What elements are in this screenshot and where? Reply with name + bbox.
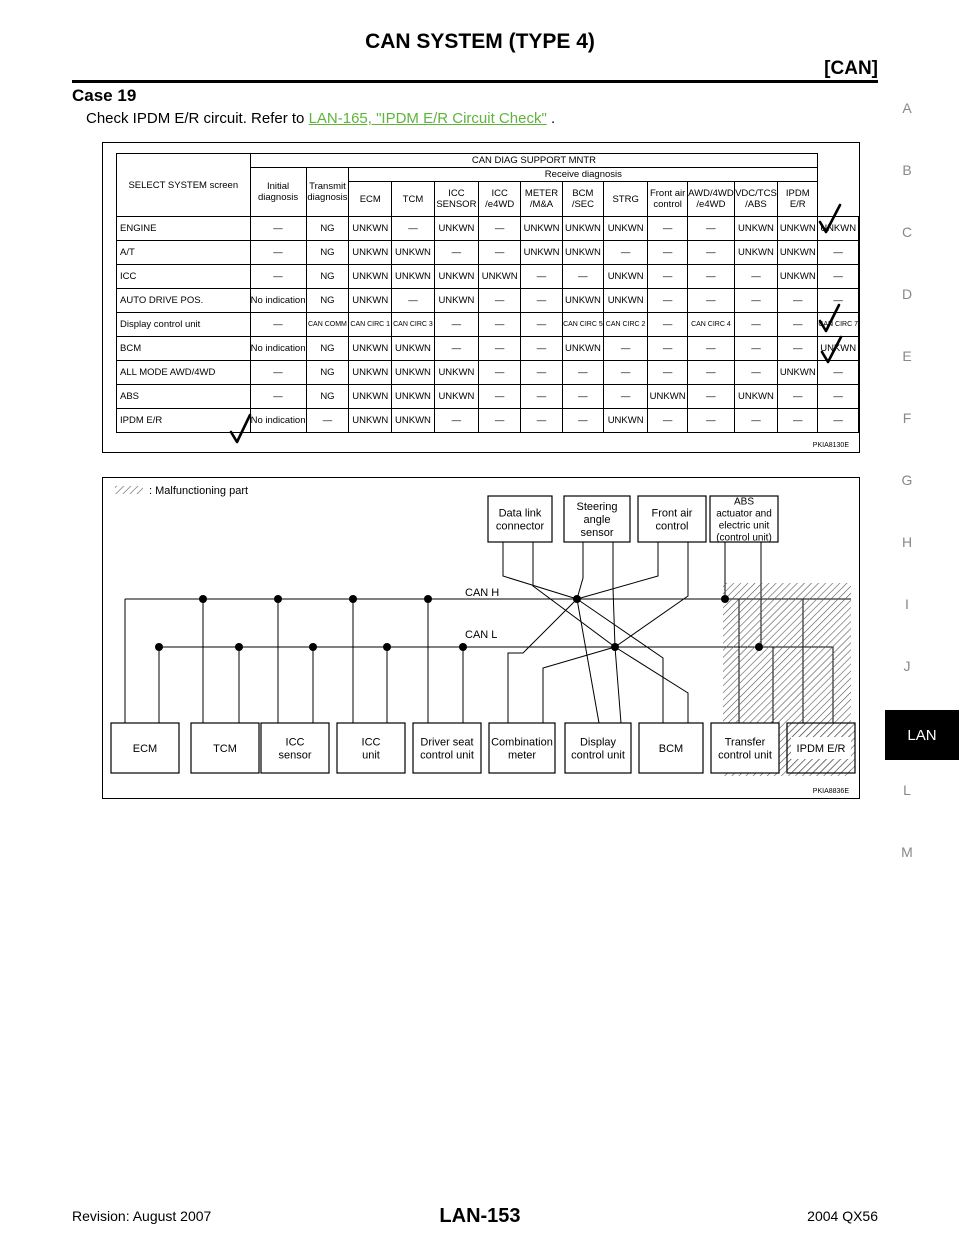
diagnosis-cell: —: [478, 217, 520, 241]
diagnosis-cell: —: [688, 217, 735, 241]
diagnosis-cell: UNKWN: [604, 409, 648, 433]
diagnosis-cell: —: [478, 385, 520, 409]
unit-label: Driver seat: [420, 736, 474, 749]
diagnosis-cell: —: [478, 313, 520, 337]
unit-label: unit: [362, 749, 380, 762]
diagnosis-cell: —: [734, 313, 778, 337]
top-unit-box: [710, 496, 778, 544]
diagnosis-cell: —: [778, 385, 818, 409]
system-name-cell: ICC: [117, 265, 251, 289]
diagnosis-cell: —: [688, 241, 735, 265]
diagnosis-cell: —: [250, 217, 306, 241]
diagnosis-cell: —: [434, 337, 478, 361]
can-network-diagram: [102, 477, 860, 799]
unit-label: control: [655, 520, 689, 533]
side-index-letter: C: [901, 224, 913, 240]
junction-dot: [611, 643, 619, 651]
top-unit-box: [564, 496, 630, 542]
case-title: Case 19: [72, 86, 137, 105]
diagnosis-cell: —: [688, 361, 735, 385]
diagnosis-cell: —: [778, 337, 818, 361]
diagnosis-cell: —: [434, 409, 478, 433]
can-wiring-svg: [103, 478, 861, 800]
diagnosis-cell: —: [648, 361, 688, 385]
diagnosis-cell: —: [818, 241, 859, 265]
junction-dot: [274, 595, 282, 603]
diagnosis-cell: —: [818, 385, 859, 409]
table-row: [117, 313, 859, 337]
side-index-letter: H: [901, 534, 913, 550]
junction-dot: [235, 643, 243, 651]
diagnosis-cell: UNKWN: [734, 217, 778, 241]
unit-label: control unit: [420, 749, 474, 762]
junction-dot: [199, 595, 207, 603]
diagnosis-cell: NG: [306, 385, 349, 409]
diagnosis-cell: —: [250, 313, 306, 337]
unit-label: sensor: [580, 526, 614, 539]
hatch-swatch-icon: [115, 486, 143, 494]
system-name-cell: BCM: [117, 337, 251, 361]
diagnosis-cell: —: [250, 241, 306, 265]
diagnosis-cell: UNKWN: [562, 241, 603, 265]
diagnosis-cell: —: [818, 409, 859, 433]
junction-dot: [755, 643, 763, 651]
diagnosis-cell: —: [250, 385, 306, 409]
diagnosis-cell: —: [734, 337, 778, 361]
diagnosis-cell: —: [562, 361, 603, 385]
diagnosis-cell: UNKWN: [349, 289, 392, 313]
diagnosis-cell: —: [521, 265, 562, 289]
diagnosis-cell: —: [250, 361, 306, 385]
diagnosis-cell: —: [521, 289, 562, 313]
side-index-letter: L: [903, 782, 911, 798]
diagnosis-cell: UNKWN: [349, 385, 392, 409]
diagnosis-cell: —: [478, 337, 520, 361]
diagnosis-cell: UNKWN: [392, 385, 435, 409]
diagnosis-cell: —: [778, 409, 818, 433]
diagnosis-cell: UNKWN: [392, 409, 435, 433]
junction-dot: [349, 595, 357, 603]
diagnosis-cell: UNKWN: [349, 217, 392, 241]
table-row: [117, 265, 859, 289]
diagnosis-cell: —: [604, 241, 648, 265]
diagnosis-cell: UNKWN: [778, 265, 818, 289]
revision-date: Revision: August 2007: [72, 1208, 212, 1224]
diagnosis-cell: —: [392, 289, 435, 313]
junction-dot: [155, 643, 163, 651]
diagnosis-cell: UNKWN: [392, 241, 435, 265]
diagnosis-cell: —: [562, 385, 603, 409]
diagnosis-cell: UNKWN: [562, 217, 603, 241]
diagnosis-cell: UNKWN: [734, 385, 778, 409]
diagnosis-cell: —: [478, 241, 520, 265]
unit-label: control unit: [718, 749, 772, 762]
diagnosis-cell: UNKWN: [434, 265, 478, 289]
diagnosis-cell: CAN CIRC 5: [562, 313, 603, 337]
unit-label: connector: [495, 520, 545, 533]
bottom-unit-box: [711, 723, 779, 773]
receive-column-header: STRG: [604, 182, 648, 217]
diagnosis-cell: UNKWN: [392, 265, 435, 289]
unit-label: ABS: [733, 496, 755, 508]
diagnosis-cell: —: [478, 361, 520, 385]
diagnosis-cell: UNKWN: [434, 361, 478, 385]
diagnosis-cell: —: [648, 289, 688, 313]
diagnosis-cell: UNKWN: [604, 217, 648, 241]
unit-label: Display: [579, 736, 617, 749]
junction-dot: [721, 595, 729, 603]
diagnosis-cell: CAN CIRC 3: [392, 313, 435, 337]
diagnosis-cell: —: [434, 313, 478, 337]
instruction-suffix: .: [546, 110, 556, 127]
diagnosis-cell: —: [648, 241, 688, 265]
diagnosis-cell: —: [562, 409, 603, 433]
diagnosis-cell: CAN CIRC 7: [818, 313, 859, 337]
system-name-cell: ABS: [117, 385, 251, 409]
diagnosis-cell: No indication: [250, 337, 306, 361]
table-row: [117, 385, 859, 409]
malfunction-legend: [115, 485, 248, 497]
junction-dot: [573, 595, 581, 603]
diagnosis-cell: UNKWN: [521, 217, 562, 241]
diagnosis-cell: CAN CIRC 1: [349, 313, 392, 337]
diagnosis-cell: —: [604, 337, 648, 361]
diagnosis-cell: —: [734, 265, 778, 289]
system-name-cell: ENGINE: [117, 217, 251, 241]
diag-support-monitor-figure: [102, 142, 860, 453]
diagnosis-cell: —: [688, 337, 735, 361]
bottom-unit-box: [111, 723, 179, 773]
diagnosis-cell: —: [778, 313, 818, 337]
diagnosis-cell: —: [521, 385, 562, 409]
receive-column-header: TCM: [392, 182, 435, 217]
side-index-letter: E: [902, 348, 912, 364]
diagnosis-cell: NG: [306, 241, 349, 265]
instruction-text: [86, 110, 555, 127]
side-index-letter: B: [902, 162, 912, 178]
top-unit-box: [638, 496, 706, 542]
bottom-unit-box: [639, 723, 703, 773]
receive-column-header: BCM /SEC: [562, 182, 603, 217]
bottom-unit-box: [489, 723, 555, 773]
diagnosis-cell: UNKWN: [349, 409, 392, 433]
diagnosis-cell: CAN COMM: [306, 313, 349, 337]
diagnosis-cell: UNKWN: [734, 241, 778, 265]
system-name-cell: A/T: [117, 241, 251, 265]
diagnosis-cell: UNKWN: [778, 361, 818, 385]
unit-label: Data link: [498, 507, 542, 520]
unit-label: ECM: [132, 742, 158, 755]
system-name-cell: ALL MODE AWD/4WD: [117, 361, 251, 385]
bottom-unit-box: [261, 723, 329, 773]
diagnosis-cell: UNKWN: [349, 265, 392, 289]
side-index-letter: F: [902, 410, 912, 426]
diagnosis-cell: —: [818, 265, 859, 289]
header-rule: [72, 80, 878, 83]
side-index-active: LAN: [885, 710, 959, 760]
figure-code: PKIA8836E: [812, 788, 849, 795]
side-index-letter: D: [901, 286, 913, 302]
diagnosis-cell: —: [392, 217, 435, 241]
unit-label: Steering: [576, 500, 618, 513]
receive-column-header: ECM: [349, 182, 392, 217]
receive-column-header: Front air control: [648, 182, 688, 217]
diagnosis-cell: UNKWN: [434, 289, 478, 313]
diagnosis-cell: UNKWN: [818, 217, 859, 241]
unit-label: IPDM E/R: [796, 742, 846, 755]
legend-label: : Malfunctioning part: [149, 485, 249, 497]
receive-column-header: VDC/TCS /ABS: [734, 182, 778, 217]
receive-diagnosis-header: Receive diagnosis: [349, 168, 818, 182]
receive-column-header: IPDM E/R: [778, 182, 818, 217]
diagnosis-cell: NG: [306, 337, 349, 361]
unit-label: control unit: [571, 749, 625, 762]
diagnosis-cell: —: [306, 409, 349, 433]
diagnosis-cell: NG: [306, 217, 349, 241]
monitor-header: CAN DIAG SUPPORT MNTR: [250, 154, 818, 168]
diagnosis-cell: UNKWN: [604, 265, 648, 289]
diagnosis-cell: UNKWN: [349, 361, 392, 385]
can-h-label: CAN H: [465, 587, 500, 599]
side-index-letter: M: [901, 844, 913, 860]
table-row: [117, 337, 859, 361]
diagnosis-cell: —: [648, 217, 688, 241]
diagnosis-cell: —: [688, 385, 735, 409]
diagnosis-cell: UNKWN: [778, 241, 818, 265]
unit-label: electric unit: [718, 520, 770, 532]
diagnosis-cell: —: [562, 265, 603, 289]
junction-dot: [459, 643, 467, 651]
diagnosis-cell: —: [778, 289, 818, 313]
select-system-header: SELECT SYSTEM screen: [117, 154, 251, 217]
bottom-unit-box: [191, 723, 259, 773]
diagnosis-cell: —: [521, 361, 562, 385]
diagnosis-cell: —: [521, 337, 562, 361]
diagnosis-cell: UNKWN: [562, 289, 603, 313]
junction-dot: [424, 595, 432, 603]
model-name: 2004 QX56: [807, 1208, 878, 1224]
diagnosis-cell: —: [818, 289, 859, 313]
diagnosis-cell: No indication: [250, 289, 306, 313]
can-l-label: CAN L: [465, 629, 498, 641]
table-row: [117, 409, 859, 433]
page-number: LAN-153: [439, 1205, 521, 1227]
table-row: [117, 289, 859, 313]
unit-label: meter: [507, 749, 537, 762]
diagnosis-cell: —: [648, 265, 688, 289]
diag-support-table: [116, 153, 859, 433]
diagnosis-cell: —: [648, 337, 688, 361]
system-name-cell: AUTO DRIVE POS.: [117, 289, 251, 313]
bottom-unit-box: [337, 723, 405, 773]
diagnosis-cell: —: [250, 265, 306, 289]
diagnosis-cell: —: [688, 409, 735, 433]
unit-label: sensor: [278, 749, 312, 762]
unit-label: TCM: [213, 742, 237, 755]
diagnosis-cell: —: [734, 409, 778, 433]
diagnosis-cell: UNKWN: [392, 337, 435, 361]
unit-label: Combination: [491, 736, 553, 749]
diagnosis-cell: —: [648, 409, 688, 433]
junction-dot: [383, 643, 391, 651]
transmit-diagnosis-header: Transmit diagnosis: [306, 168, 349, 217]
diagnosis-cell: —: [521, 313, 562, 337]
receive-column-header: METER /M&A: [521, 182, 562, 217]
diagnosis-cell: NG: [306, 289, 349, 313]
table-row: [117, 361, 859, 385]
diagnosis-cell: CAN CIRC 2: [604, 313, 648, 337]
diagnosis-cell: —: [478, 289, 520, 313]
diagnosis-cell: UNKWN: [521, 241, 562, 265]
page-title: CAN SYSTEM (TYPE 4): [365, 30, 595, 53]
unit-label: actuator and: [716, 508, 772, 520]
diagnosis-cell: UNKWN: [434, 385, 478, 409]
diagnosis-cell: —: [818, 361, 859, 385]
side-index-letter: A: [902, 100, 912, 116]
side-index-letter: I: [905, 596, 909, 612]
diagnosis-cell: UNKWN: [648, 385, 688, 409]
diagnosis-cell: —: [688, 265, 735, 289]
diagnosis-cell: —: [521, 409, 562, 433]
receive-column-header: ICC SENSOR: [434, 182, 478, 217]
diagnosis-cell: No indication: [250, 409, 306, 433]
diagnosis-cell: —: [604, 385, 648, 409]
side-index-letter: G: [901, 472, 913, 488]
diagnosis-cell: —: [734, 289, 778, 313]
diagnosis-cell: UNKWN: [604, 289, 648, 313]
diagnosis-cell: NG: [306, 361, 349, 385]
receive-column-header: AWD/4WD /e4WD: [688, 182, 735, 217]
reference-link[interactable]: LAN-165, "IPDM E/R Circuit Check": [308, 110, 547, 127]
unit-label: Transfer: [724, 736, 766, 749]
diagnosis-cell: UNKWN: [349, 241, 392, 265]
table-row: [117, 217, 859, 241]
diagnosis-cell: UNKWN: [478, 265, 520, 289]
unit-label: angle: [583, 513, 611, 526]
table-row: [117, 241, 859, 265]
unit-label: ICC: [361, 736, 381, 749]
diagnosis-cell: UNKWN: [778, 217, 818, 241]
diagnosis-cell: UNKWN: [562, 337, 603, 361]
top-unit-box: [488, 496, 552, 542]
unit-label: ICC: [285, 736, 305, 749]
diagnosis-cell: NG: [306, 265, 349, 289]
diagnosis-cell: —: [434, 241, 478, 265]
receive-column-header: ICC /e4WD: [478, 182, 520, 217]
system-name-cell: IPDM E/R: [117, 409, 251, 433]
diagnosis-cell: UNKWN: [818, 337, 859, 361]
instruction-prefix: Check IPDM E/R circuit. Refer to: [86, 110, 309, 127]
junction-dot: [309, 643, 317, 651]
diagnosis-cell: —: [604, 361, 648, 385]
bottom-unit-box: [413, 723, 481, 773]
diagnosis-cell: CAN CIRC 4: [688, 313, 735, 337]
bottom-unit-box: [787, 723, 855, 773]
diagnosis-cell: UNKWN: [392, 361, 435, 385]
unit-label: Front air: [651, 507, 693, 520]
diagnosis-cell: UNKWN: [349, 337, 392, 361]
figure-code: PKIA8130E: [812, 442, 849, 449]
diagnosis-cell: —: [734, 361, 778, 385]
diagnosis-cell: —: [648, 313, 688, 337]
diagnosis-cell: —: [688, 289, 735, 313]
side-index-letter: J: [903, 658, 911, 674]
unit-label: BCM: [658, 742, 684, 755]
bottom-unit-box: [565, 723, 631, 773]
initial-diagnosis-header: Initial diagnosis: [250, 168, 306, 217]
section-tag: [CAN]: [824, 58, 878, 79]
diagnosis-cell: UNKWN: [434, 217, 478, 241]
system-name-cell: Display control unit: [117, 313, 251, 337]
unit-label: (control unit): [716, 532, 772, 544]
diagnosis-cell: —: [478, 409, 520, 433]
